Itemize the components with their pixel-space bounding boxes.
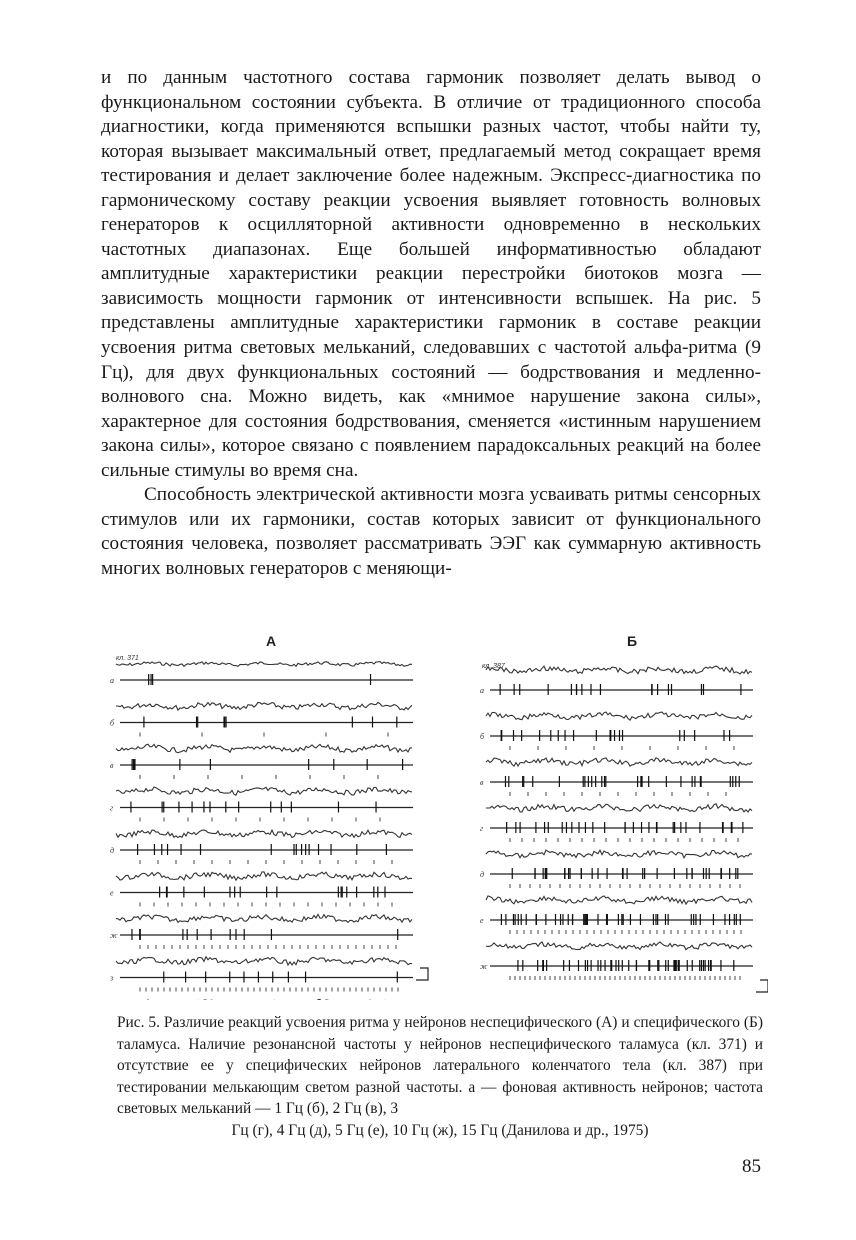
panel-a-row-label-в: в [110,761,114,770]
panel-a-trace-wave [116,830,412,838]
panel-a-scale-bar [416,968,428,980]
panel-b-trace-wave [486,712,752,720]
paragraph-1: и по данным частотного состава гармоник позволяет делать вывод о функциональном состоянии субъекта. В отличие от традиционного способа диагностики, когда применяются вспышки разных частот, чтобы найти ту, которая вызывает максимальный ответ, предлагаемый метод сокращает время тестирования и делает заключение более надежным. Экспресс-диагностика по гармоническому составу реакции усвоения выявляет готовность волновых генераторов к осцилляторной активности одновременно в нескольких частотных диапазонах. Еще большей информативностью обладают амплитудные характеристики реакции перестройки биотоков мозга — зависимость мощности гармоник от интенсивности вспышек. На рис. 5 представлены амплитудные характеристики гармоник в составе реакции усвоения ритма световых мельканий, следовавших с частотой альфа-ритма (9 Гц), для двух функциональных состояний — бодрствования и медленно-волнового сна. Можно видеть, как «мнимое нарушение закона силы», характерное для состояния бодрствования, сменяется «истинным нарушением закона силы», которое связано с появлением парадоксальных реакций на более сильные стимулы во время сна. [101,67,761,481]
panel-b-scale-bar [756,980,768,992]
panel-b-trace-wave [486,804,752,812]
panel-b-row-label-ж: ж [480,962,488,971]
caption-main: Рис. 5. Различие реакций усвоения ритма у нейронов неспецифического (А) и специфического (Б) таламуса. Наличие резонансной частоты у нейронов неспецифического таламуса (кл. 371) и отсутствие ее у специфических нейронов латерального коленчатого тела (кл. 387) при тестировании мелькающим светом разной частоты. а — фоновая активность нейронов; частота световых мельканий — 1 Гц (б), 2 Гц (в), 3 [117,1014,763,1118]
panel-a-trace-wave [116,999,412,1000]
panel-a-trace-wave [116,872,412,880]
panel-b-row-label-д: д [480,870,485,879]
figure-traces [108,630,768,1000]
body-text [101,66,761,581]
panel-a-row-label-г: г [110,803,114,813]
panel-a-trace-wave [116,957,412,965]
panel-a-row-label-б: б [110,718,115,728]
panel-b-row-label-в: в [480,778,484,787]
caption-last-line: Гц (г), 4 Гц (д), 5 Гц (е), 10 Гц (ж), 15 Гц (Данилова и др., 1975) [231,1121,649,1139]
panel-a-trace-wave [116,744,412,752]
panel-b-row-label-е: е [480,916,484,925]
panel-b-title: Б [627,633,638,649]
panel-a-trace-wave [116,662,412,667]
page-number: 85 [742,1156,761,1177]
figure-5 [108,630,768,1000]
panel-b-row-label-б: б [480,732,485,741]
panel-b-trace-wave [486,850,752,858]
panel-b-cell-label: кл. 387 [482,663,505,670]
panel-a-title: А [266,633,277,649]
panel-a-trace-wave [116,914,412,922]
paragraph-2: Способность электрической активности мозга усваивать ритмы сенсорных стимулов или их гармоники, состав которых зависит от функционального состояния человека, позволяет рассматривать ЭЭГ как суммарную активность многих волновых генераторов с меняющи- [101,484,761,579]
panel-b-row-label-г: г [480,824,484,833]
panel-a [109,662,428,1001]
panel-b-trace-wave [486,758,752,766]
figure-caption [117,1012,763,1142]
panel-a-row-label-а: а [110,676,114,685]
panel-a-row-label-з: з [110,973,114,983]
panel-b-trace-wave [486,942,752,950]
panel-b-trace-wave [486,666,752,674]
panel-b [480,666,768,992]
panel-b-trace-wave [486,896,752,904]
panel-a-row-label-е: е [110,888,114,898]
panel-a-cell-label: кл. 371 [116,655,139,662]
panel-b-row-label-а: а [480,686,484,695]
panel-a-trace-wave [116,787,412,795]
panel-a-row-label-ж: ж [110,931,118,940]
panel-a-row-label-д: д [110,846,115,855]
panel-a-trace-wave [116,702,412,710]
